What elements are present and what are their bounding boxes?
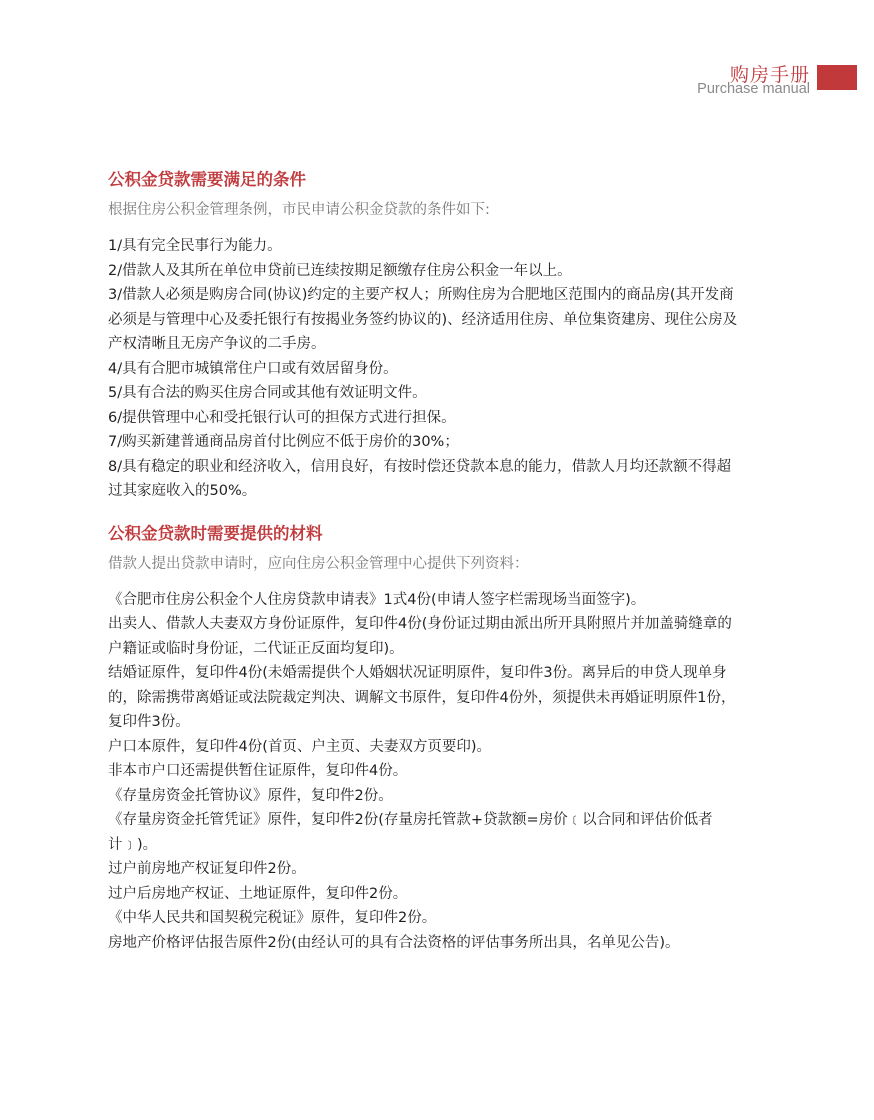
list-item: 结婚证原件，复印件4份(未婚需提供个人婚姻状况证明原件，复印件3份。离异后的申贷人现单身的，除需携带离婚证或法院裁定判决、调解文书原件，复印件4份外，须提供未再婚证明原件1份，复印件3份。 xyxy=(108,665,736,730)
list-item: 房地产价格评估报告原件2份(由经认可的具有合法资格的评估事务所出具，名单见公告)。 xyxy=(108,934,680,951)
header-subtitle: Purchase manual xyxy=(697,81,810,97)
list-item: 《中华人民共和国契税完税证》原件，复印件2份。 xyxy=(108,910,437,926)
list-item: 户口本原件，复印件4份(首页、户主页、夫妻双方页要印)。 xyxy=(108,738,492,755)
list-item: 8/具有稳定的职业和经济收入，信用良好，有按时偿还贷款本息的能力，借款人月均还款额不得超过其家庭收入的50%。 xyxy=(108,458,732,499)
list-item: 《合肥市住房公积金个人住房贷款申请表》1式4份(申请人签字栏需现场当面签字)。 xyxy=(108,591,646,608)
list-item: 过户后房地产权证、土地证原件，复印件2份。 xyxy=(108,885,408,902)
list-item: 6/提供管理中心和受托银行认可的担保方式进行担保。 xyxy=(108,409,456,426)
list-item: 《存量房资金托管协议》原件，复印件2份。 xyxy=(108,787,393,804)
list-item: 7/购买新建普通商品房首付比例应不低于房价的30%； xyxy=(108,434,459,450)
list-item: 非本市户口还需提供暂住证原件，复印件4份。 xyxy=(108,763,408,779)
materials-list xyxy=(108,588,738,956)
header-color-block xyxy=(817,65,857,90)
section-title: 公积金贷款时需要提供的材料 xyxy=(108,523,323,543)
list-item: 出卖人、借款人夫妻双方身份证原件，复印件4份(身份证过期由派出所开具附照片并加盖骑缝章的户籍证或临时身份证，二代证正反面均复印)。 xyxy=(108,616,732,657)
conditions-list xyxy=(108,234,738,504)
list-item: 1/具有完全民事行为能力。 xyxy=(108,238,282,254)
list-item: 4/具有合肥市城镇常住户口或有效居留身份。 xyxy=(108,360,398,377)
list-item: 3/借款人必须是购房合同(协议)约定的主要产权人；所购住房为合肥地区范围内的商品房(其开发商必须是与管理中心及委托银行有按揭业务签约协议的)、经济适用住房、单位集资建房、现住公房及产权清晰且无房产争议的二手房。 xyxy=(108,287,738,352)
page-header xyxy=(0,60,874,100)
list-item: 《存量房资金托管凭证》原件，复印件2份(存量房托管款+贷款额=房价﹝以合同和评估价低者计﹞)。 xyxy=(108,812,713,853)
list-item: 2/借款人及其所在单位申贷前已连续按期足额缴存住房公积金一年以上。 xyxy=(108,262,572,279)
section-title: 公积金贷款需要满足的条件 xyxy=(108,170,306,189)
section-loan-conditions xyxy=(108,168,738,504)
section-intro: 根据住房公积金管理条例，市民申请公积金贷款的条件如下: xyxy=(108,202,490,218)
section-required-materials xyxy=(108,522,738,956)
list-item: 过户前房地产权证复印件2份。 xyxy=(108,861,306,877)
list-item: 5/具有合法的购买住房合同或其他有效证明文件。 xyxy=(108,385,427,401)
section-intro: 借款人提出贷款申请时，应向住房公积金管理中心提供下列资料： xyxy=(108,555,529,572)
document-body xyxy=(108,168,738,955)
header-title: 购房手册 xyxy=(729,64,810,86)
